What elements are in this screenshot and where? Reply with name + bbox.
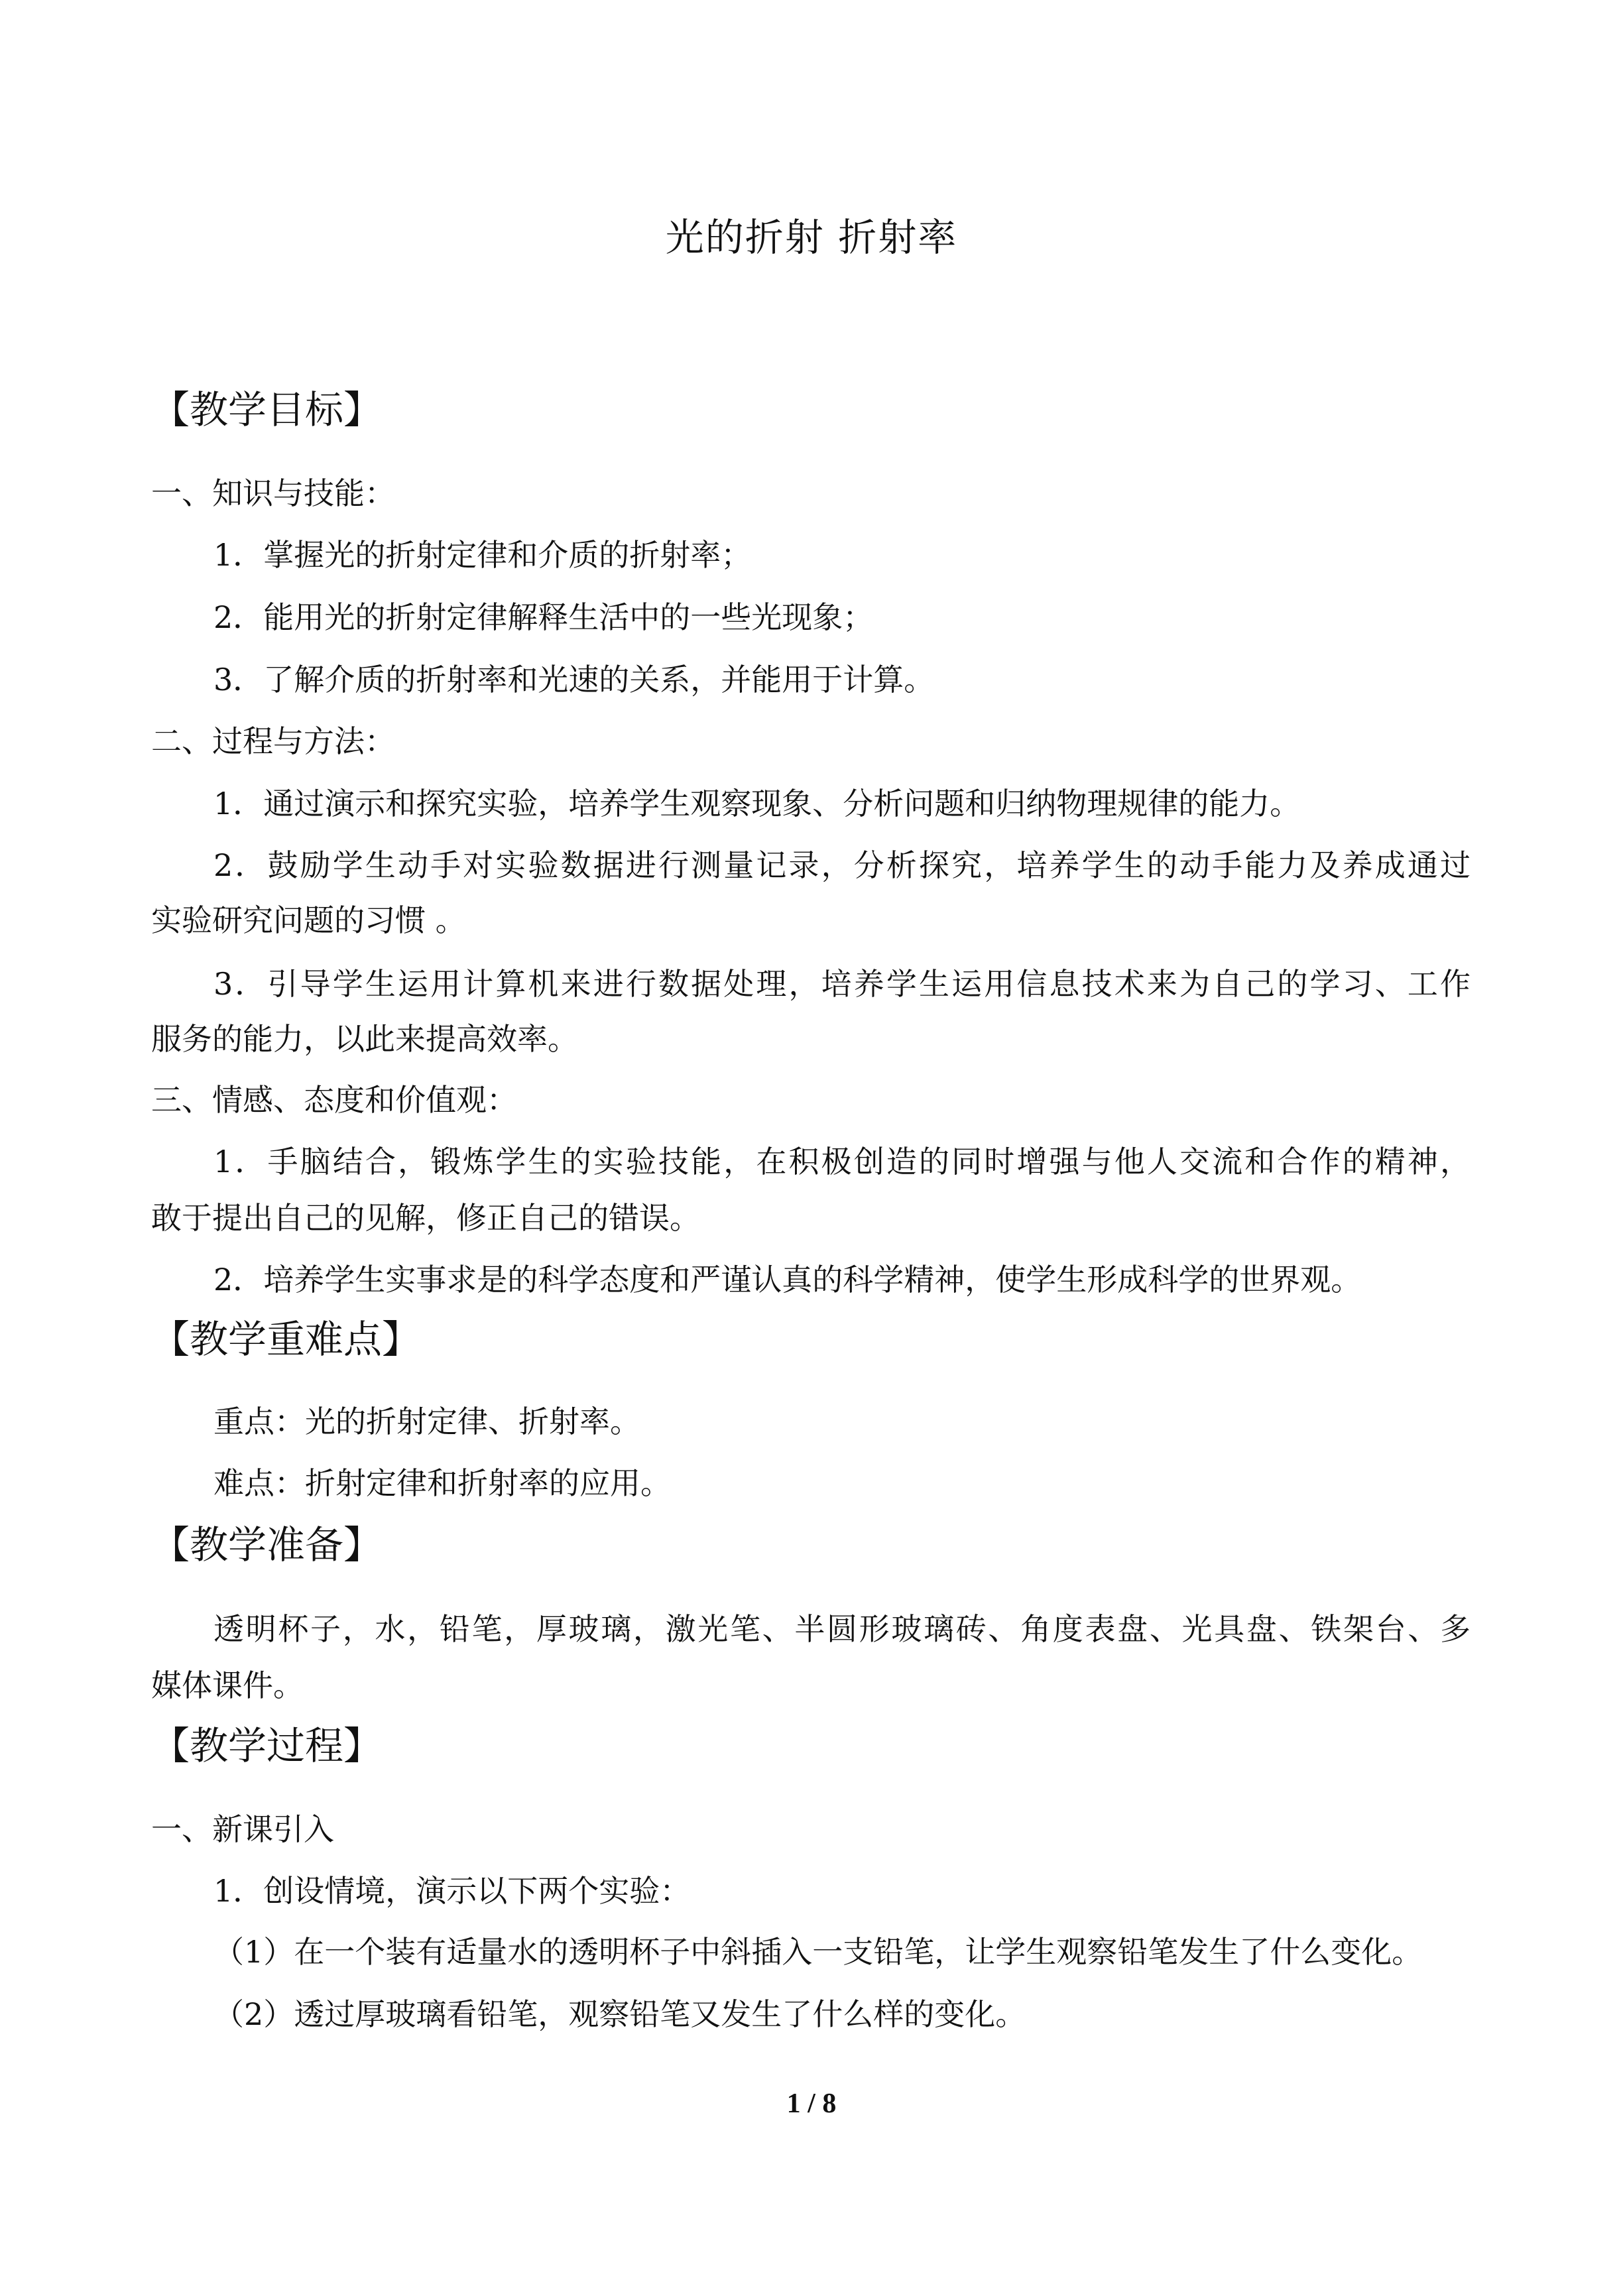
goals-process-item-2-line-2: 实验研究问题的习惯 。 <box>151 902 466 938</box>
goals-process-item-3-line-1: 3．引导学生运用计算机来进行数据处理，培养学生运用信息技术来为自己的学习、工作 <box>213 966 1471 1002</box>
goals-process-item-1: 1．通过演示和探究实验，培养学生观察现象、分析问题和归纳物理规律的能力。 <box>213 786 1301 821</box>
page-number: 1 / 8 <box>786 2088 837 2119</box>
goals-values-item-1-line-2: 敢于提出自己的见解，修正自己的错误。 <box>151 1200 700 1236</box>
goals-heading-process: 二、过程与方法： <box>151 723 395 759</box>
process-heading-intro: 一、新课引入 <box>151 1811 334 1847</box>
section-heading-goals: 【教学目标】 <box>151 387 383 432</box>
page-title: 光的折射 折射率 <box>665 215 958 260</box>
goals-heading-values: 三、情感、态度和价值观： <box>151 1082 517 1118</box>
process-item-1: 1．创设情境，演示以下两个实验： <box>213 1873 691 1909</box>
goals-knowledge-item-3: 3．了解介质的折射率和光速的关系，并能用于计算。 <box>213 662 935 697</box>
prep-line-2: 媒体课件。 <box>151 1667 304 1703</box>
goals-values-item-2: 2．培养学生实事求是的科学态度和严谨认真的科学精神，使学生形成科学的世界观。 <box>213 1262 1362 1298</box>
prep-line-1: 透明杯子，水，铅笔，厚玻璃，激光笔、半圆形玻璃砖、角度表盘、光具盘、铁架台、多 <box>213 1611 1471 1647</box>
section-heading-process: 【教学过程】 <box>151 1723 383 1768</box>
goals-heading-knowledge: 一、知识与技能： <box>151 475 395 511</box>
section-heading-preparation: 【教学准备】 <box>151 1522 383 1567</box>
goals-knowledge-item-1: 1．掌握光的折射定律和介质的折射率； <box>213 537 752 573</box>
key-focus: 重点：光的折射定律、折射率。 <box>213 1404 640 1439</box>
key-difficulty: 难点：折射定律和折射率的应用。 <box>213 1465 671 1501</box>
section-heading-key-points: 【教学重难点】 <box>151 1317 421 1362</box>
goals-values-item-1-line-1: 1．手脑结合，锻炼学生的实验技能，在积极创造的同时增强与他人交流和合作的精神， <box>213 1144 1471 1179</box>
process-experiment-1: （1）在一个装有适量水的透明杯子中斜插入一支铅笔，让学生观察铅笔发生了什么变化。 <box>213 1934 1423 1970</box>
goals-process-item-3-line-2: 服务的能力，以此来提高效率。 <box>151 1021 578 1057</box>
goals-process-item-2-line-1: 2．鼓励学生动手对实验数据进行测量记录，分析探究，培养学生的动手能力及养成通过 <box>213 847 1471 883</box>
process-experiment-2: （2）透过厚玻璃看铅笔，观察铅笔又发生了什么样的变化。 <box>213 1996 1026 2032</box>
goals-knowledge-item-2: 2．能用光的折射定律解释生活中的一些光现象； <box>213 599 874 635</box>
